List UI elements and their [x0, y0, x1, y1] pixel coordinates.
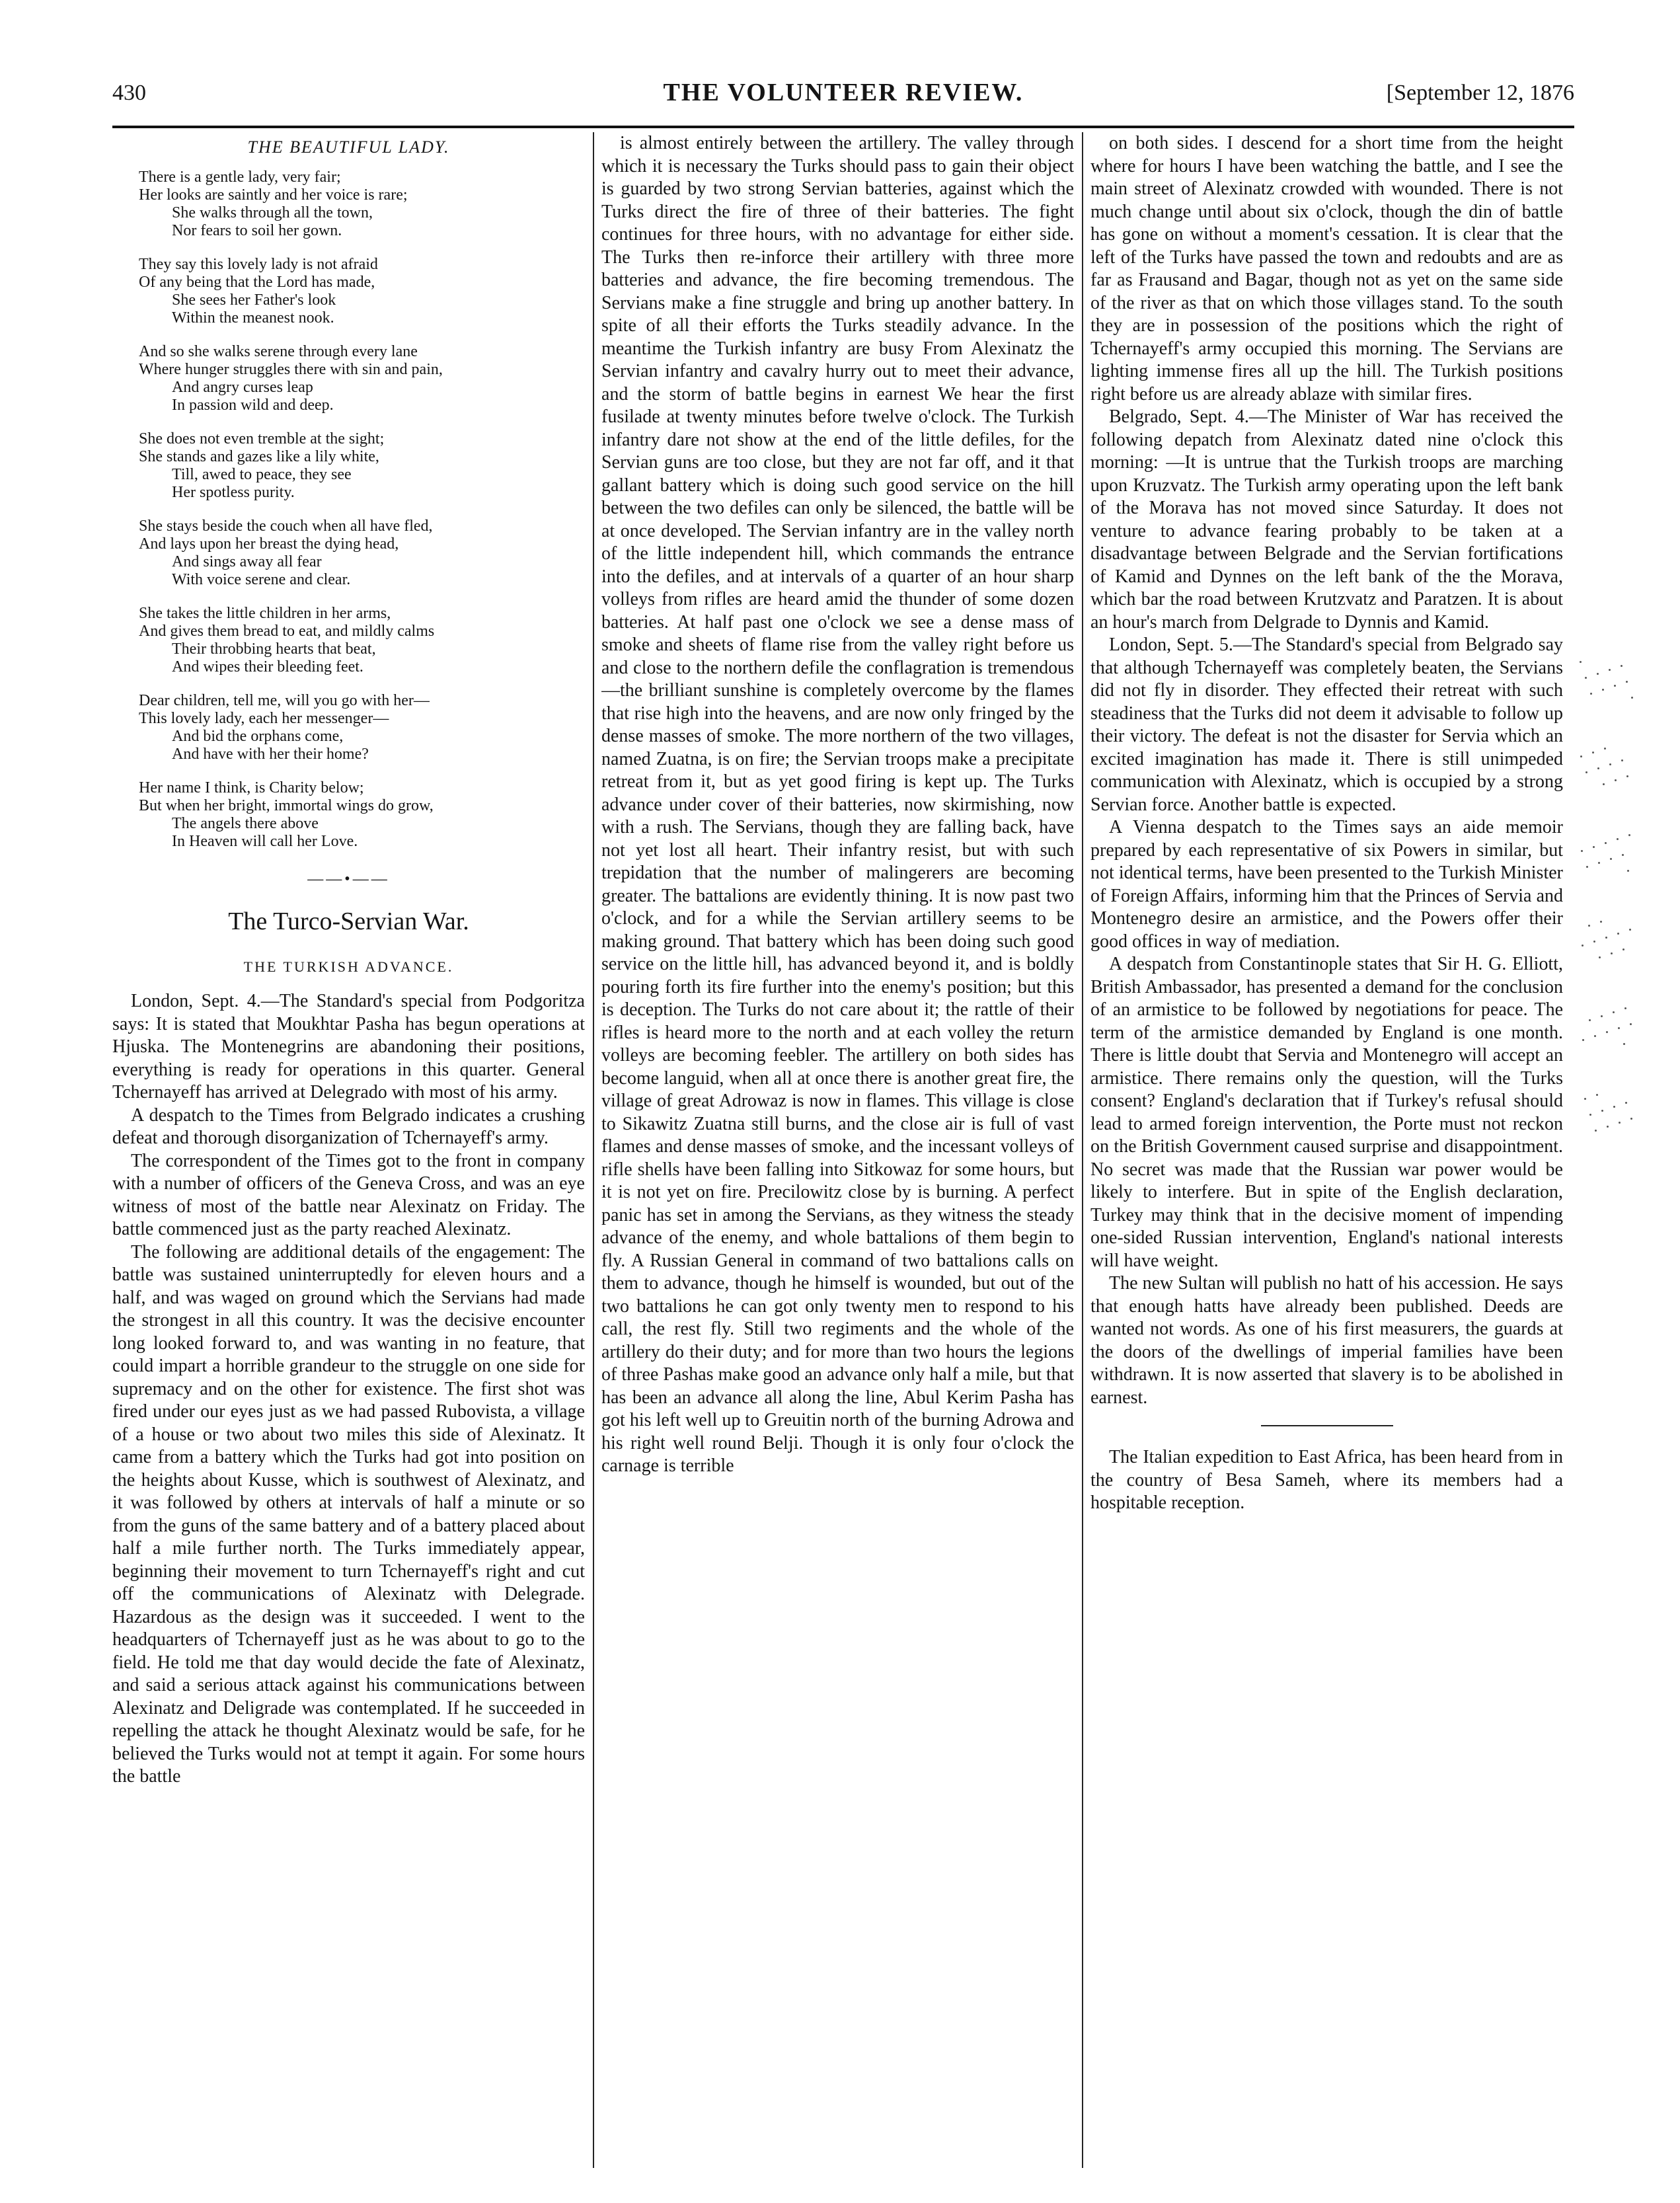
- scan-speck: [1580, 661, 1582, 663]
- poem-stanza: [112, 779, 585, 851]
- page-columns: [112, 132, 1574, 2168]
- poem-line: Nor fears to soil her gown.: [172, 221, 342, 239]
- scan-speck: [1613, 1106, 1615, 1108]
- section-ornament: ——•——: [307, 870, 390, 888]
- poem-line: There is a gentle lady, very fair;: [139, 168, 341, 186]
- scan-speck: [1629, 929, 1631, 931]
- poem-line: In Heaven will call her Love.: [172, 832, 358, 850]
- poem-line: She walks through all the town,: [172, 204, 373, 221]
- scan-speck: [1593, 941, 1595, 943]
- poem-line: And gives them bread to eat, and mildly calms: [139, 622, 435, 640]
- poem-stanza: [112, 692, 585, 763]
- scan-speck: [1589, 1114, 1591, 1116]
- scan-speck: [1621, 759, 1623, 761]
- scan-speck: [1602, 689, 1604, 691]
- article-paragraph: The correspondent of the Times got to the front in company with a number of officers of the Geneva Cross, and was an eye witness of most of the battle near Alexinatz on Friday. The battle commenced just as the party reached Alexinatz.: [112, 1150, 585, 1239]
- issue-date: [September 12, 1876: [1386, 81, 1574, 105]
- poem-stanza: [112, 518, 585, 589]
- scan-speck: [1630, 1118, 1632, 1120]
- scan-speck: [1607, 1126, 1609, 1128]
- article-paragraph: A despatch to the Times from Belgrado indicates a crushing defeat and thorough disorganization of Tchernayeff's army.: [112, 1104, 585, 1148]
- header-rule: [112, 126, 1574, 128]
- scan-speck: [1628, 834, 1630, 836]
- poem-line: The angels there above: [172, 814, 319, 832]
- poem-line: Dear children, tell me, will you go with her—: [139, 691, 430, 709]
- article-subhead: THE TURKISH ADVANCE.: [243, 958, 454, 975]
- scan-speck: [1595, 1130, 1597, 1132]
- scan-speck: [1617, 838, 1619, 840]
- poem-line: In passion wild and deep.: [172, 396, 334, 414]
- poem-line: But when her bright, immortal wings do grow,: [139, 796, 434, 814]
- page-number: 430: [112, 81, 146, 105]
- column-3-tail: [1090, 1446, 1563, 1515]
- article-paragraph: on both sides. I descend for a short time from the height where for hours I have been watching the battle, and I see the main street of Alexinatz crowded with wounded. There is not much change until about six o'clock, though the din of battle has gone on without a moment's cessation. It is clear that the left of the Turks have passed the town and redoubts and are as far as Frausand and Bagar, though not as yet on the same side of the river as that on which those villages stand. To the south they are in possession of the positions which the right of Tchernayeff's army occupied this morning. The Servians are lighting immense fires all up the hill. The Turkish positions right before us are already ablaze with similar fires.: [1090, 133, 1563, 405]
- poem-line: Her spotless purity.: [172, 483, 295, 501]
- scan-speck: [1619, 1122, 1621, 1124]
- scan-speck: [1600, 921, 1602, 923]
- scan-speck: [1585, 771, 1587, 773]
- scan-speck: [1581, 850, 1583, 852]
- scan-speck: [1584, 1098, 1586, 1100]
- scan-speck: [1624, 1007, 1626, 1009]
- scan-speck: [1611, 952, 1613, 954]
- scan-speck: [1585, 677, 1587, 679]
- scan-speck: [1622, 854, 1624, 856]
- poem-line: And wipes their bleeding feet.: [172, 658, 363, 676]
- article-paragraph: A Vienna despatch to the Times says an aide memoir prepared by each representative of six Powers in similar, but not identical terms, have been presented to the Turkish Minister of Foreign Affairs, informing him that the Princes of Servia and Montenegro desire an armistice, and the Powers offer their good offices in way of mediation.: [1090, 817, 1563, 952]
- scan-speck: [1625, 1102, 1627, 1104]
- article-paragraph: The new Sultan will publish no hatt of his accession. He says that enough hatts have already been published. Deeds are wanted not words. As one of his first measurers, the guards at the doors of the dwellings of imperial families have been withdrawn. It is now asserted that slavery is to be abolished in earnest.: [1090, 1273, 1563, 1408]
- scan-speck: [1594, 1035, 1596, 1037]
- publication-title: THE VOLUNTEER REVIEW.: [663, 79, 1024, 106]
- poem-stanza: [112, 605, 585, 676]
- poem-line: And bid the orphans come,: [172, 727, 344, 745]
- scan-speck: [1605, 842, 1607, 844]
- scan-speck: [1597, 767, 1599, 769]
- scan-speck: [1590, 693, 1592, 695]
- poem-line: Her looks are saintly and her voice is rare;: [139, 186, 408, 204]
- scan-speck: [1610, 858, 1612, 860]
- scan-speck: [1589, 1019, 1591, 1021]
- scan-speck: [1580, 755, 1582, 757]
- poem-line: She takes the little children in her arms,: [139, 604, 391, 622]
- column-2-body: [601, 132, 1074, 1478]
- scan-speck: [1623, 948, 1624, 950]
- poem-line: She stays beside the couch when all have fled,: [139, 517, 433, 535]
- short-rule: [1261, 1425, 1393, 1426]
- scan-speck: [1609, 763, 1611, 765]
- article-paragraph: is almost entirely between the artillery. The valley through which it is necessary the Turks should pass to gain their object is guarded by two strong Servian batteries, against which the Turks direct the fire of three of their batteries. The fight continues for three hours, with no advantage for either side. The Turks then re-inforce their artillery with three more batteries and advance, the fire becoming tremendous. The Servians make a fine struggle and bring up another battery. In spite of all their efforts the Turks steadily advance. In the meantime the Turkish infantry are busy From Alexinatz the Servian infantry and cavalry hurry out to meet their advance, and the storm of battle begins in earnest We hear the first fusilade at twenty minutes before twelve o'clock. The Turkish infantry dare not show at the end of the little defiles, for the Servian guns are too close, but they are not far off, and it that gallant battery which is doing such good service on the hill between the two defiles can only be silenced, the battle will be at once developed. The Servian infantry are in the valley north of the little independent hill, which commands the entrance into the defiles, and at intervals of a quarter of an hour sharp volleys from rifles are heard amid the thunder of some dozen batteries. At half past one o'clock we see a dense mass of smoke and sheets of flame rise from the valley right before us and close to the northern defile the conflagration is tremendous—the brilliant sunshine is completely overcome by the flames that rise high into the heavens, and are now only fringed by the dense masses of smoke. The more northern of the two villages, named Zuatna, is on fire; the Servian troops make a precipitate retreat from it, but as yet good firing is kept up. The Turks advance under cover of their batteries, now skirmishing, now with a rush. The Servians, though they are falling back, have not yet lost all heart. Their infantry resist, but with such trepidation that the number of malingerers are becoming greater. The battalions are evidently thining. It is now past two o'clock, and for a while the Servian artillery seems to be making ground. That battery which has been doing such good service on the little hill, has advanced beyond it, and is boldly pouring forth its fire further into the enemy's position; but this is deception. The Turks do not care about it; the rattle of their rifles is heard more to the north and at each volley the return volleys are becoming feebler. The artillery on both sides has become languid, when all at once there is another great fire, the village of great Adrowaz is now in flames. This village is close to Sikawitz Zuatna still burns, and the close air is full of vast flames and dense masses of smoke, and the incessant volleys of rifle shells have been falling into Sitkowaz for some hours, but it is not yet on fire. Precilowitz close by is burning. A perfect panic has set in among the Servians, as they witness the steady advance of the enemy, and whole battalions of them begin to fly. A Russian General in command of two battalions calls on them to advance, though he himself is wounded, but out of the two battalions he can got only twenty men to respond to his call, the rest fly. Still two regiments and the whole of the artillery do their duty; and for more than two hours the legions of three Pashas make good an advance only half a mile, but that has been an advance all along the line, Abul Kerim Pasha has got his left well up to Greuitin north of the burning Adrowa and his right well round Belji. Though it is only four o'clock the carnage is terrible: [601, 133, 1074, 1476]
- column-1: [112, 132, 585, 2168]
- scan-speck: [1617, 933, 1619, 935]
- poem-stanza: [112, 430, 585, 502]
- scan-speck: [1596, 1094, 1598, 1096]
- article-headline: The Turco-Servian War.: [228, 908, 469, 935]
- article-paragraph: London, Sept. 5.—The Standard's special from Belgrado say that although Tchernayeff was completely beaten, the Servians did not fly in disorder. They effected their retreat with such steadiness that the Turks did not deem it advisable to follow up their victory. The defeat is not the disaster for Servia which an excited imagination has made it. There is still unimpeded communication with Alexinatz, which is occupied by a strong Servian force. Another battle is expected.: [1090, 635, 1563, 815]
- column-2: [601, 132, 1074, 2168]
- scan-speck: [1631, 697, 1633, 699]
- column-3: [1090, 132, 1563, 2168]
- scan-speck: [1603, 783, 1605, 785]
- poem-line: With voice serene and clear.: [172, 570, 351, 588]
- scan-speck: [1604, 748, 1606, 750]
- poem-line: And angry curses leap: [172, 378, 313, 396]
- poem-line: Of any being that the Lord has made,: [139, 273, 375, 291]
- poem-body: [112, 169, 585, 851]
- scan-speck: [1627, 870, 1629, 872]
- poem-line: She stands and gazes like a lily white,: [139, 447, 379, 465]
- scan-speck: [1601, 1015, 1603, 1017]
- scan-speck: [1623, 1043, 1625, 1045]
- scan-speck: [1606, 1031, 1608, 1033]
- scan-speck: [1601, 1110, 1603, 1112]
- scan-speck: [1599, 956, 1601, 958]
- poem-title: THE BEAUTIFUL LADY.: [247, 137, 450, 157]
- article-paragraph: A despatch from Constantinople states that Sir H. G. Elliott, British Ambassador, has presented a demand for the conclusion of an armistice to be followed by negotiations for peace. The term of the armistice demanded by England is one month. There is little doubt that Servia and Montenegro will accept an armistice. There remains only the question, will the Turks consent? England's declaration that if Turkey's refusal should lead to armed foreign intervention, the Porte must not reckon on the British Government caused surprise and disappointment. No secret was made that the Russian war power would be likely to interfere. But in spite of the English declaration, Turkey may think that in the decisive moment of impending one-sided Russian intervention, England's national interests will have weight.: [1090, 954, 1563, 1271]
- poem-line: And so she walks serene through every lane: [139, 342, 418, 360]
- poem-line: Their throbbing hearts that beat,: [172, 640, 376, 658]
- poem-line: Till, awed to peace, they see: [172, 465, 352, 483]
- poem-line: Within the meanest nook.: [172, 309, 334, 327]
- poem-line: She sees her Father's look: [172, 291, 336, 309]
- article-paragraph: Belgrado, Sept. 4.—The Minister of War has received the following depatch from Alexinatz dated nine o'clock this morning: —It is untrue that the Turkish troops are marching upon Kruzvatz. The Turkish army operating upon the left bank of the Morava has not moved since Saturday. It does not venture to advance fearing probably to be taken at a disadvantage between Belgrade and the Servian fortifications of Kamid and Dynnes on the left bank of the the Morava, which bar the road between Krutzvatz and Paratzen. It is about an hour's march from Delgrade to Dynnis and Kamid.: [1090, 406, 1563, 633]
- scan-speck: [1609, 669, 1611, 671]
- scan-speck: [1588, 925, 1590, 927]
- poem-line: Her name I think, is Charity below;: [139, 779, 364, 796]
- column-1-body: [112, 990, 585, 1789]
- poem-stanza: [112, 256, 585, 327]
- scan-speck: [1615, 779, 1617, 781]
- scan-speck: [1598, 862, 1600, 864]
- scan-speck: [1626, 681, 1628, 683]
- poem-line: This lovely lady, each her messenger—: [139, 709, 389, 727]
- scan-speck: [1582, 945, 1584, 947]
- scan-speck: [1613, 1011, 1615, 1013]
- scan-speck: [1593, 846, 1595, 848]
- article-paragraph: The following are additional details of the engagement: The battle was sustained uninterruptedly for eleven hours and a half, and was waged on ground which the Servians had made the strongest in all this country. It was the decisive encounter long looked forward to, and was wanting in no feature, that could impart a horrible grandeur to the struggle on one side for supremacy and on the other for existence. The first shot was fired under our eyes just as we had passed Rubovista, a village of a house or two about two miles this side of Alexinatz. It came from a battery which the Turks had got into position on the heights about Kusse, which is southwest of Alexinatz, and it was followed by others at intervals of half a minute or so from the guns of the same battery and of a battery placed about half a mile further north. The Turks immediately appear, beginning their movement to turn Tchernayeff's right and cut off the communications of Alexinatz with Delegrade. Hazardous as the design was it succeeded. I went to the headquarters of Tchernayeff just as he was about to go to the field. He told me that day would decide the fate of Alexinatz, and said a serious attack against his communications between Alexinatz and Deligrade was contemplated. If he succeeded in repelling the attack he thought Alexinatz would be safe, for he believed the Turks would not at tempt it again. For some hours the battle: [112, 1241, 585, 1787]
- poem-line: They say this lovely lady is not afraid: [139, 255, 378, 273]
- scan-speck: [1621, 665, 1623, 667]
- column-3-body: [1090, 132, 1563, 1409]
- poem-line: And lays upon her breast the dying head,: [139, 535, 399, 553]
- article-paragraph: London, Sept. 4.—The Standard's special from Podgoritza says: It is stated that Moukhtar Pasha has begun operations at Hjuska. The Montenegrins are abandoning their positions, everything is ready for operations in this quarter. General Tchernayeff has arrived at Delegrado with most of his army.: [112, 991, 585, 1102]
- page-header: [112, 78, 1574, 118]
- article-paragraph: The Italian expedition to East Africa, has been heard from in the country of Besa Sameh, where its members had a hospitable reception.: [1090, 1447, 1563, 1513]
- scan-speck: [1597, 673, 1599, 675]
- scan-speck: [1605, 937, 1607, 939]
- poem-line: And sings away all fear: [172, 553, 322, 570]
- scan-speck: [1614, 685, 1616, 687]
- scan-speck: [1586, 866, 1588, 868]
- poem-stanza: [112, 343, 585, 414]
- scan-speck: [1592, 752, 1594, 754]
- poem-line: And have with her their home?: [172, 745, 369, 763]
- poem-line: She does not even tremble at the sight;: [139, 430, 385, 447]
- scan-speck: [1618, 1027, 1620, 1029]
- poem-stanza: [112, 169, 585, 240]
- poem-line: Where hunger struggles there with sin and pain,: [139, 360, 443, 378]
- scan-speck: [1582, 1039, 1584, 1041]
- margin-specks: [1580, 661, 1639, 1190]
- scan-speck: [1630, 1023, 1632, 1025]
- scan-speck: [1626, 775, 1628, 777]
